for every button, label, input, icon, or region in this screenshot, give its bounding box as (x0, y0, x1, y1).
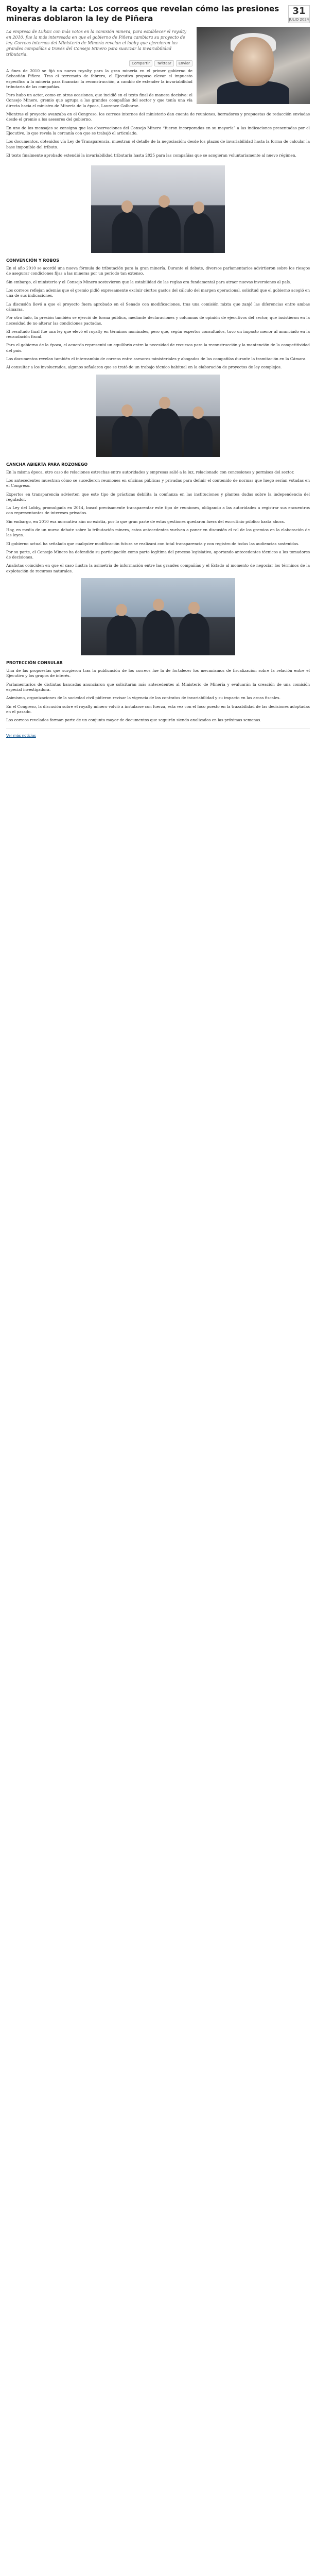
photo-person (184, 213, 214, 253)
photo-person (112, 416, 143, 457)
article-paragraph: La Ley del Lobby, promulgada en 2014, buscó precisamente transparentar este tipo de reuniones, obligando a las autoridades a registrar sus encuentros con representantes de intereses privados. (6, 505, 310, 516)
section-heading: CONVENCIÓN Y ROBOS (6, 258, 60, 263)
article-paragraph: Analistas coinciden en que el caso ilustra la asimetría de información entre las grandes compañías y el Estado al momento de negociar los términos de la explotación de recursos naturales. (6, 563, 310, 573)
share-button-enviar[interactable]: Enviar (176, 60, 192, 66)
section-heading: CANCHA ABIERTA PARA ROZONEGO (6, 462, 88, 467)
date-month: JULIO 2024 (289, 18, 309, 22)
article-paragraph: Los antecedentes muestran cómo se sucedieron reuniones en oficinas públicas y privadas para definir el contenido de normas que luego serían votadas en el Congreso. (6, 478, 310, 488)
article-paragraph: En uno de los mensajes se consigna que las observaciones del Consejo Minero “fueron incorporadas en su mayoría” a las indicaciones presentadas por el Ejecutivo, lo que revela la cercanía con que se trabajó el articulado. (6, 125, 310, 135)
article-paragraph: En el Congreso, la discusión sobre el royalty minero volvió a instalarse con fuerza, esta vez con el foco puesto en la trazabilidad de las decisiones adoptadas en el pasado. (6, 704, 310, 714)
photo-person (179, 613, 209, 655)
article-paragraph: Por otro lado, la presión también se ejerció de forma pública, mediante declaraciones y columnas de opinión de ejecutivos del sector, que insistieron en la necesidad de no alterar las condiciones pactadas. (6, 315, 310, 326)
date-badge (288, 5, 310, 23)
article-paragraph: Los correos reflejan además que el gremio pidió expresamente excluir ciertos gastos del cálculo del margen operacional, solicitud que el gobierno acogió en una de sus indicaciones. (6, 288, 310, 298)
article-section-4 (6, 668, 310, 723)
article-paragraph: A fines de 2010 se fijó un nuevo royalty para la gran minería en el primer gobierno de Sebastián Piñera. Tras el terremoto de febrero, el Ejecutivo propuso elevar el impuesto específico a la minería para financiar la reconstrucción, a cambio de extender la invariabilidad tributaria de las compañías. (6, 69, 192, 89)
photo-person (184, 418, 213, 457)
article-photo-2 (96, 375, 220, 457)
article-header (6, 4, 310, 24)
article-paragraph: En la misma época, otro caso de relaciones estrechas entre autoridades y empresas salió a la luz, relacionado con concesiones y permisos del sector. (6, 469, 294, 474)
more-news-link[interactable]: Ver más noticias (6, 734, 36, 738)
article-lede: La empresa de Luksic con más votos en la comisión minera, para establecer el royalty en 2010, fue la más interesada en que el gobierno de Piñera cambiara su proyecto de ley. Correos internos del Ministerio de Minería revelan el lobby que ejercieron las grandes compañías a través del Consejo Minero para suavizar la invariabilidad tributaria. (6, 29, 186, 57)
article-paragraph: Los documentos revelan también el intercambio de correos entre asesores ministeriales y abogados de las compañías durante la tramitación en la Cámara. (6, 357, 307, 362)
photo-face (233, 37, 274, 86)
photo-person (112, 212, 143, 253)
photo-person (143, 610, 174, 655)
article-paragraph: Sin embargo, el ministerio y el Consejo Minero sostuvieron que la estabilidad de las reglas era fundamental para atraer nuevas inversiones al país. (6, 279, 291, 284)
article-paragraph: Asimismo, organizaciones de la sociedad civil pidieron revisar la vigencia de los contratos de invariabilidad y su impacto en las arcas fiscales. (6, 696, 280, 701)
article-paragraph: En el año 2010 se acordó una nueva fórmula de tributación para la gran minería. Durante el debate, diversos parlamentarios advirtieron sobre los riesgos de asegurar condiciones fijas a las mineras por un período tan extenso. (6, 266, 310, 276)
article-paragraph: Una de las propuestas que surgieron tras la publicación de los correos fue la de fortalecer los mecanismos de fiscalización sobre la relación entre el Ejecutivo y los grupos de interés. (6, 668, 310, 679)
article-paragraph: Mientras el proyecto avanzaba en el Congreso, los correos internos del ministerio dan cuenta de reuniones, borradores y propuestas de redacción enviadas desde el gremio a los asesores del gobierno. (6, 112, 310, 122)
photo-person (148, 408, 182, 457)
article-paragraph: Parlamentarios de distintas bancadas anunciaron que solicitarán más antecedentes al Ministerio de Minería y evaluarán la creación de una comisión especial investigadora. (6, 682, 310, 692)
article-paragraph: Los correos revelados forman parte de un conjunto mayor de documentos que seguirán siendo analizados en las próximas semanas. (6, 718, 261, 723)
article-paragraph: Los documentos, obtenidos vía Ley de Transparencia, muestran el detalle de la negociación: desde los plazos de invariabilidad hasta la forma de calcular la base imponible del tributo. (6, 139, 310, 149)
article-headline: Royalty a la carta: Los correos que revelan cómo las presiones mineras doblaron la ley de Piñera (6, 4, 279, 23)
article-paragraph: El resultado final fue una ley que elevó el royalty en términos nominales, pero que, según expertos consultados, tuvo un impacto menor al anunciado en la recaudación fiscal. (6, 329, 310, 340)
share-button-twitter[interactable]: Twittear (154, 60, 174, 66)
article-paragraph: Pero hubo un actor, como en otras ocasiones, que incidió en el texto final de manera decisiva: el Consejo Minero, gremio que agrupa a las grandes compañías del sector y que tenía una vía directa hacia el ministro de Minería de la época, Laurence Golborne. (6, 93, 192, 108)
lead-photo (197, 27, 310, 104)
article-paragraph: Por su parte, el Consejo Minero ha defendido su participación como parte legítima del proceso legislativo, aportando antecedentes técnicos a los tomadores de decisiones. (6, 549, 310, 560)
section-heading: PROTECCIÓN CONSULAR (6, 660, 63, 666)
article-paragraph: Sin embargo, en 2010 esa normativa aún no existía, por lo que gran parte de estas gestiones quedaron fuera del escrutinio público hasta ahora. (6, 519, 285, 524)
article-paragraph: El gobierno actual ha señalado que cualquier modificación futura se realizará con total transparencia y con registro de todas las audiencias sostenidas. (6, 541, 300, 546)
article-section-3 (6, 470, 310, 574)
article-photo-3 (81, 578, 235, 655)
photo-person (148, 207, 181, 253)
photo-person (107, 615, 136, 655)
article-paragraph: Al consultar a los involucrados, algunos señalaron que se trató de un trabajo técnico habitual en la elaboración de proyectos de ley complejos. (6, 365, 282, 370)
article-photo-1 (91, 165, 225, 253)
article-section-2 (6, 266, 310, 370)
article-paragraph: Para el gobierno de la época, el acuerdo representó un equilibrio entre la necesidad de recursos para la reconstrucción y la mantención de la competitividad del país. (6, 343, 310, 353)
share-bar (6, 60, 192, 66)
article-paragraph: El texto finalmente aprobado extendió la invariabilidad tributaria hasta 2025 para las compañías que se acogieran voluntariamente al nuevo régimen. (6, 152, 296, 158)
article-paragraph: La discusión llevó a que el proyecto fuera aprobado en el Senado con modificaciones, tras una comisión mixta que zanjó las diferencias entre ambas cámaras. (6, 301, 310, 312)
article-paragraph: Hoy, en medio de un nuevo debate sobre la tributación minera, estos antecedentes vuelven a poner en discusión el rol de los gremios en la elaboración de las leyes. (6, 527, 310, 538)
article-paragraph: Expertos en transparencia advierten que este tipo de prácticas debilita la confianza en las instituciones y plantea dudas sobre la independencia del regulador. (6, 492, 310, 502)
lead-block (6, 27, 310, 161)
share-button-compartir[interactable]: Compartir (129, 60, 152, 66)
article-page (0, 0, 316, 752)
date-day: 31 (292, 6, 306, 16)
